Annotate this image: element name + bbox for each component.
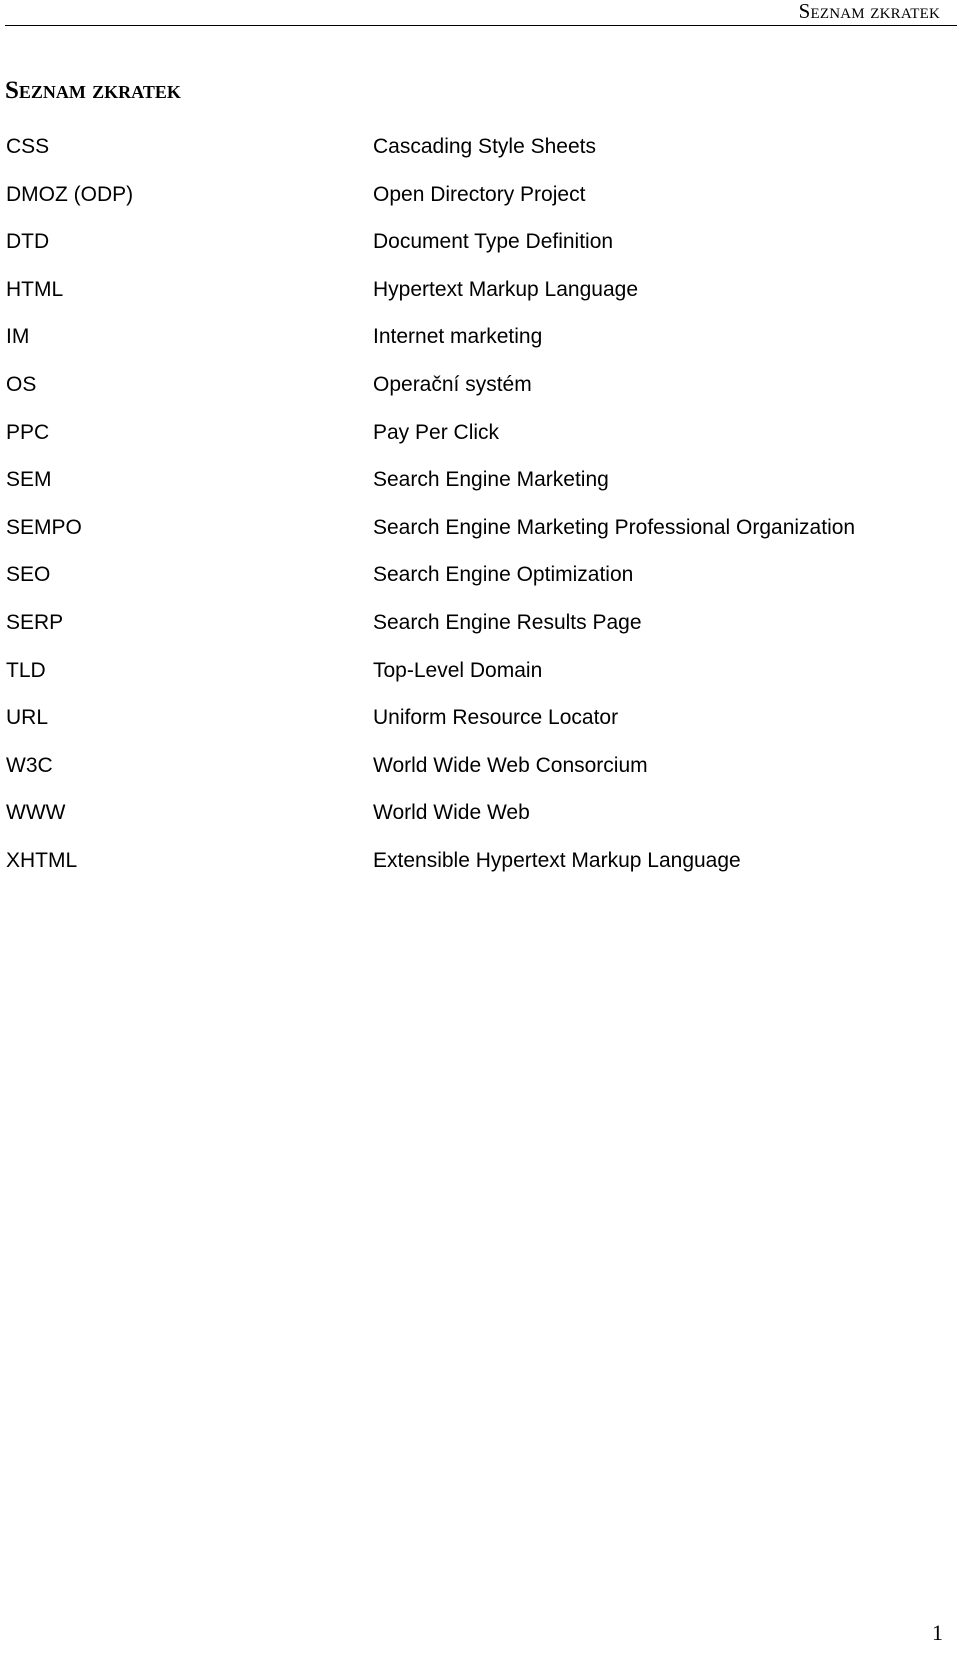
abbreviation-row — [6, 467, 946, 515]
abbreviation-definition: Search Engine Optimization — [373, 563, 634, 587]
abbreviation-term: TLD — [6, 658, 46, 682]
running-header: Seznam zkratek — [798, 0, 940, 23]
abbreviation-row — [6, 610, 946, 658]
abbreviation-definition: World Wide Web — [373, 801, 530, 825]
abbreviation-definition: Cascading Style Sheets — [373, 135, 596, 158]
abbreviation-term: DTD — [6, 230, 50, 254]
abbreviation-term: OS — [6, 372, 37, 396]
abbreviation-term: SEM — [6, 468, 52, 492]
abbreviation-definition: Search Engine Results Page — [373, 610, 642, 634]
abbreviation-definition: World Wide Web Consorcium — [373, 753, 648, 777]
abbreviation-term: HTML — [6, 277, 64, 301]
abbreviation-term: DMOZ (ODP) — [6, 182, 134, 206]
page-title: Seznam zkratek — [5, 77, 181, 104]
abbreviation-row — [6, 420, 946, 468]
abbreviation-definition: Search Engine Marketing — [373, 468, 609, 492]
abbreviation-row — [6, 562, 946, 610]
abbreviation-row — [6, 800, 946, 848]
header-divider — [5, 25, 957, 26]
abbreviation-row — [6, 848, 946, 896]
abbreviation-term: WWW — [6, 801, 66, 825]
page-number: 1 — [932, 1620, 943, 1645]
abbreviation-row — [6, 372, 946, 420]
abbreviation-row — [6, 515, 946, 563]
abbreviation-term: W3C — [6, 753, 53, 777]
abbreviation-definition: Uniform Resource Locator — [373, 706, 619, 730]
abbreviation-term: SERP — [6, 610, 64, 634]
abbreviation-row — [6, 658, 946, 706]
abbreviation-term: CSS — [6, 135, 50, 158]
abbreviation-definition: Open Directory Project — [373, 182, 586, 206]
abbreviation-row — [6, 277, 946, 325]
abbreviation-row — [6, 182, 946, 230]
abbreviation-row — [6, 229, 946, 277]
abbreviation-row — [6, 324, 946, 372]
abbreviation-definition: Search Engine Marketing Professional Organization — [373, 515, 856, 539]
abbreviation-definition: Operační systém — [373, 372, 532, 396]
abbreviation-definition: Top-Level Domain — [373, 658, 543, 682]
abbreviation-definition: Document Type Definition — [373, 230, 614, 254]
abbreviation-term: SEMPO — [6, 515, 82, 539]
abbreviation-row — [6, 134, 946, 182]
abbreviation-term: XHTML — [6, 848, 78, 872]
abbreviation-definition: Extensible Hypertext Markup Language — [373, 848, 741, 872]
abbreviation-row — [6, 753, 946, 801]
abbreviation-term: URL — [6, 706, 49, 730]
abbreviation-term: SEO — [6, 563, 51, 587]
abbreviation-row — [6, 705, 946, 753]
abbreviation-definition: Hypertext Markup Language — [373, 277, 638, 301]
abbreviation-term: IM — [6, 325, 30, 349]
abbreviation-definition: Internet marketing — [373, 325, 543, 349]
abbreviation-list — [6, 134, 946, 896]
abbreviation-term: PPC — [6, 420, 50, 444]
abbreviation-definition: Pay Per Click — [373, 420, 500, 444]
